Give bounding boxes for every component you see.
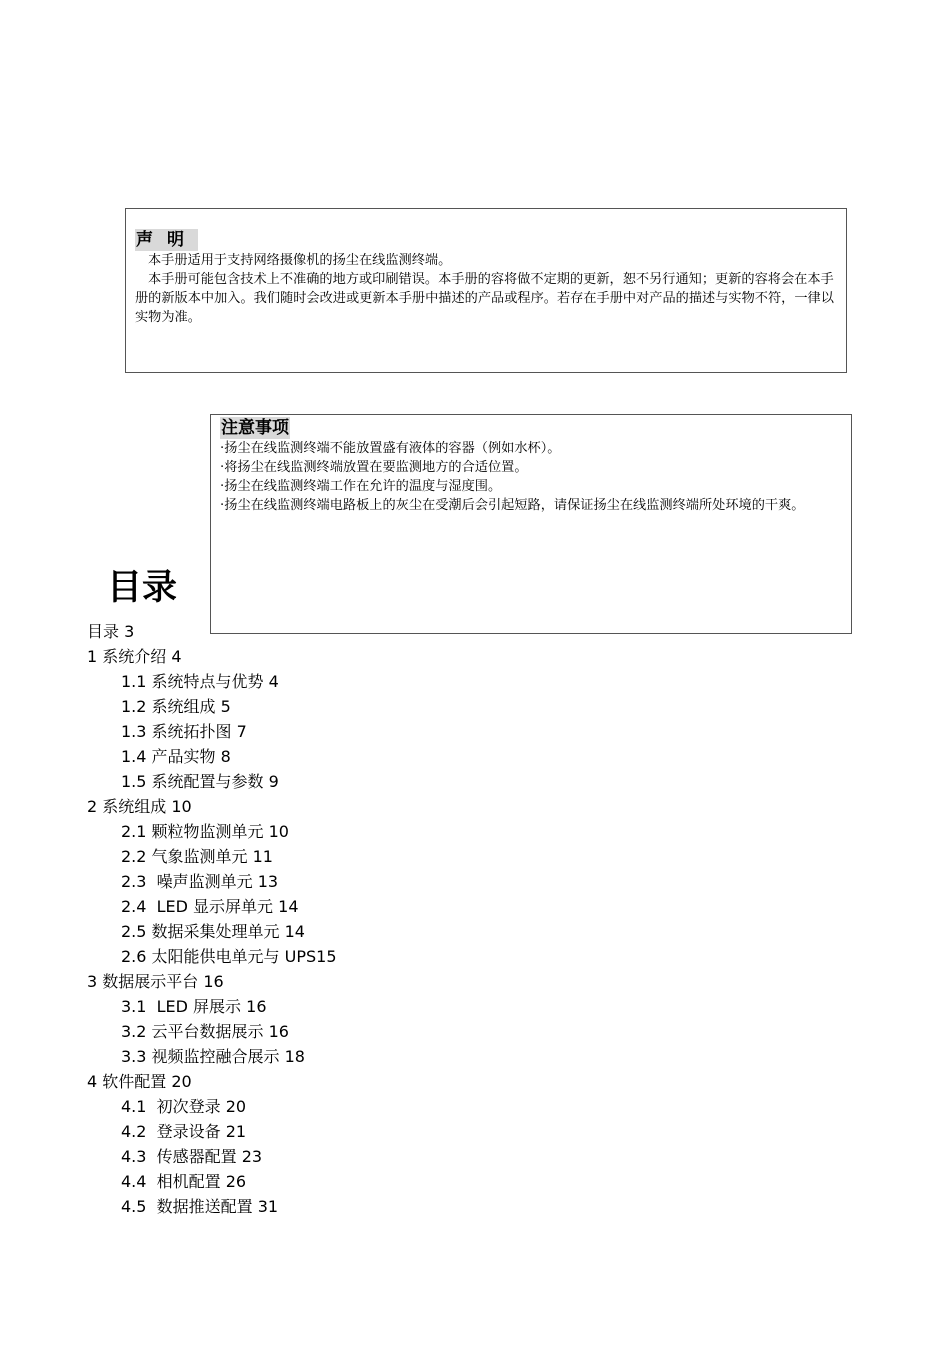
toc-entry[interactable]: 4.3 传感器配置 23 [121,1147,263,1166]
toc-entry[interactable]: 4.1 初次登录 20 [121,1097,247,1116]
toc-entry[interactable]: 2.3 噪声监测单元 13 [121,872,279,891]
toc-entry[interactable]: 2.5 数据采集处理单元 14 [121,922,305,941]
toc-entry[interactable]: 1.3 系统拓扑图 7 [121,722,247,741]
toc-entry[interactable]: 1.1 系统特点与优势 4 [121,672,279,691]
toc-entry[interactable]: 1.5 系统配置与参数 9 [121,772,279,791]
toc-entry[interactable]: 4.2 登录设备 21 [121,1122,247,1141]
notice-item: ·扬尘在线监测终端工作在允许的温度与湿度围。 [220,479,502,494]
declaration-title: 声明 [136,230,198,250]
notice-item: ·扬尘在线监测终端不能放置盛有液体的容器（例如水杯）。 [220,441,561,456]
table-of-contents [87,619,337,1219]
notice-box [210,414,852,634]
toc-entry[interactable]: 2.1 颗粒物监测单元 10 [121,822,289,841]
toc-entry[interactable]: 3.3 视频监控融合展示 18 [121,1047,305,1066]
toc-entry[interactable]: 2.6 太阳能供电单元与 UPS15 [121,947,337,966]
toc-entry[interactable]: 3.2 云平台数据展示 16 [121,1022,289,1041]
toc-entry[interactable]: 2.4 LED 显示屏单元 14 [121,897,299,916]
toc-heading: 目录 [107,568,178,608]
toc-entry[interactable]: 1.2 系统组成 5 [121,697,231,716]
toc-entry[interactable]: 3.1 LED 屏展示 16 [121,997,267,1016]
toc-entry[interactable]: 4.5 数据推送配置 31 [121,1197,279,1216]
declaration-paragraph: 本手册可能包含技术上不准确的地方或印刷错误。本手册的容将做不定期的更新，恕不另行通知；更新的容将会在本手册的新版本中加入。我们随时会改进或更新本手册中描述的产品或程序。若存在手册中对产品的描述与实物不符，一律以实物为准。 [135,272,834,325]
notice-item: ·将扬尘在线监测终端放置在要监测地方的合适位置。 [220,460,528,475]
toc-entry[interactable]: 2.2 气象监测单元 11 [121,847,273,866]
toc-entry[interactable]: 4 软件配置 20 [87,1072,192,1091]
toc-entry[interactable]: 3 数据展示平台 16 [87,972,224,991]
notice-item: ·扬尘在线监测终端电路板上的灰尘在受潮后会引起短路，请保证扬尘在线监测终端所处环境的干爽。 [220,498,805,513]
declaration-box [125,208,847,373]
toc-entry[interactable]: 1 系统介绍 4 [87,647,182,666]
declaration-paragraph: 本手册适用于支持网络摄像机的扬尘在线监测终端。 [148,253,452,268]
toc-entry[interactable]: 目录 3 [87,622,135,641]
toc-entry[interactable]: 4.4 相机配置 26 [121,1172,247,1191]
toc-entry[interactable]: 2 系统组成 10 [87,797,192,816]
toc-entry[interactable]: 1.4 产品实物 8 [121,747,231,766]
notice-title: 注意事项 [221,418,289,438]
